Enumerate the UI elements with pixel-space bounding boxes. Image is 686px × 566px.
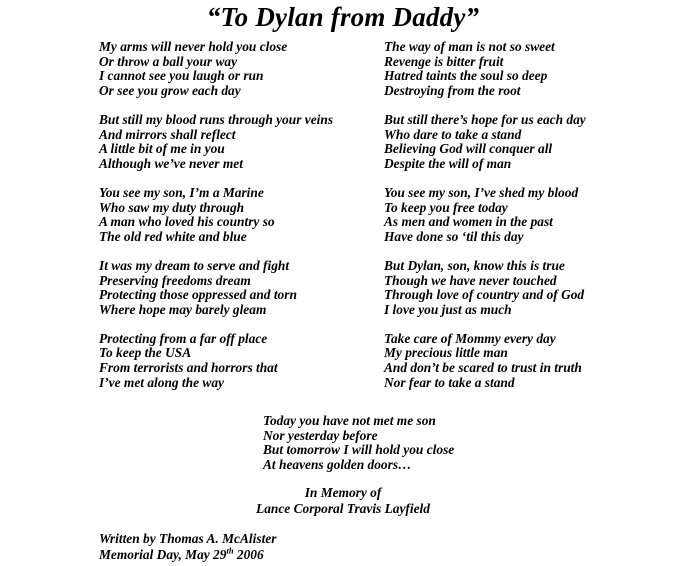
- poem-line: I’ve met along the way: [99, 374, 224, 390]
- poem-line: My precious little man: [384, 345, 508, 361]
- poem-line: You see my son, I’ve shed my blood: [384, 184, 579, 200]
- right-column: [384, 40, 586, 390]
- stanza: [384, 186, 586, 244]
- closing-line: Nor yesterday before: [263, 427, 378, 443]
- stanza: [384, 332, 586, 390]
- poem-line: But still there’s hope for us each day: [384, 111, 586, 127]
- poem-line: Revenge is bitter fruit: [384, 53, 504, 69]
- poem-line: To keep the USA: [99, 345, 192, 361]
- poem-line: Despite the will of man: [384, 155, 512, 171]
- poem-line: Where hope may barely gleam: [99, 301, 267, 317]
- poem-line: A man who loved his country so: [99, 214, 275, 230]
- poem-line: From terrorists and horrors that: [99, 360, 278, 376]
- poem-line: Destroying from the root: [384, 82, 521, 98]
- poem-line: The way of man is not so sweet: [384, 39, 555, 54]
- poem-line: Hatred taints the soul so deep: [384, 68, 548, 84]
- poem-line: You see my son, I’m a Marine: [99, 184, 264, 200]
- closing-stanza: [263, 414, 454, 472]
- date-ordinal: th: [226, 545, 234, 556]
- stanza: [99, 113, 333, 171]
- poem-line: Take care of Mommy every day: [384, 330, 556, 346]
- stanza: [99, 259, 333, 317]
- memorial-dedication: [0, 485, 686, 517]
- date-prefix: Memorial Day, May 29: [99, 546, 227, 562]
- stanza: [384, 259, 586, 317]
- poem-line: I love you just as much: [384, 301, 512, 317]
- poem-line: My arms will never hold you close: [99, 39, 288, 54]
- poem-line: Preserving freedoms dream: [99, 272, 251, 288]
- closing-line: But tomorrow I will hold you close: [263, 442, 455, 458]
- stanza: [384, 113, 586, 171]
- poem-line: Have done so ‘til this day: [384, 228, 524, 244]
- stanza: [99, 40, 333, 98]
- poem-line: Believing God will conquer all: [384, 141, 553, 157]
- poem-line: To keep you free today: [384, 199, 508, 215]
- poem-line: It was my dream to serve and fight: [99, 257, 290, 273]
- poem-title: “To Dylan from Daddy”: [206, 2, 480, 32]
- poem-line: Protecting those oppressed and torn: [99, 287, 297, 303]
- author-line: Written by Thomas A. McAlister: [99, 531, 277, 546]
- poem-line: Who saw my duty through: [99, 199, 245, 215]
- poem-line: Protecting from a far off place: [99, 330, 268, 346]
- poem-line: Who dare to take a stand: [384, 126, 522, 142]
- poem-line: I cannot see you laugh or run: [99, 68, 264, 84]
- poem-line: But Dylan, son, know this is true: [384, 257, 565, 273]
- stanza: [99, 332, 333, 390]
- memorial-heading: In Memory of: [304, 485, 382, 500]
- left-column: [99, 40, 333, 390]
- poem-line: And don’t be scared to trust in truth: [384, 360, 582, 376]
- poem-line: Or throw a ball your way: [99, 53, 238, 69]
- closing-line: Today you have not met me son: [263, 413, 436, 428]
- date-year: 2006: [233, 546, 264, 562]
- poem-line: Although we’ve never met: [99, 155, 243, 171]
- poem-line: Though we have never touched: [384, 272, 557, 288]
- poem-line: The old red white and blue: [99, 228, 247, 244]
- poem-line: Or see you grow each day: [99, 82, 241, 98]
- date-line: [99, 547, 276, 563]
- poem-line: A little bit of me in you: [99, 141, 225, 157]
- poem-line: But still my blood runs through your veins: [99, 111, 334, 127]
- stanza: [384, 40, 586, 98]
- poem-line: And mirrors shall reflect: [99, 126, 236, 142]
- poem-line: Through love of country and of God: [384, 287, 585, 303]
- closing-line: At heavens golden doors…: [263, 456, 412, 472]
- poem-line: Nor fear to take a stand: [384, 374, 515, 390]
- author-credit: [99, 531, 276, 562]
- memorial-name: Lance Corporal Travis Layfield: [256, 501, 430, 516]
- poem-line: As men and women in the past: [384, 214, 553, 230]
- stanza: [99, 186, 333, 244]
